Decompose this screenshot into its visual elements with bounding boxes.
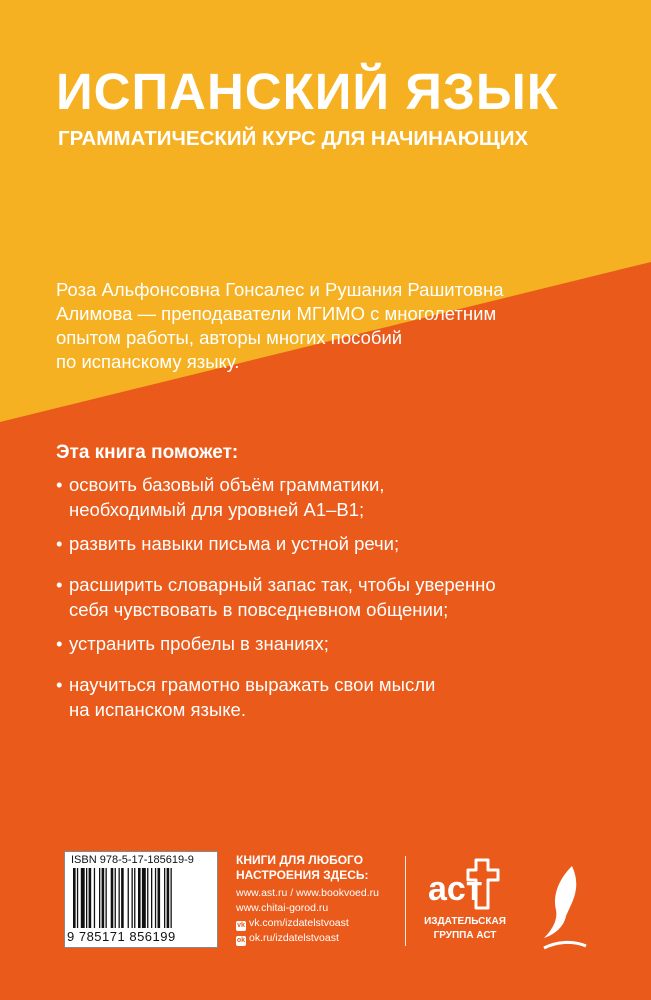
feather-logo-icon (542, 864, 588, 950)
promo-links (236, 886, 379, 946)
publisher-name: ИЗДАТЕЛЬСКАЯ ГРУППА АСТ (424, 916, 506, 941)
authors-name-bold: Алимова (56, 303, 133, 324)
book-title: ИСПАНСКИЙ ЯЗЫК (56, 63, 559, 120)
logo-text: аст (428, 870, 483, 908)
bullet-icon: • (56, 533, 63, 554)
list-item: • освоить базовый объём грамматики, необходимый для уровней А1–В1; (56, 474, 385, 520)
link-chitai-gorod[interactable]: www.chitai-gorod.ru (236, 902, 329, 914)
divider (405, 856, 406, 946)
help-heading: Эта книга поможет: (56, 442, 239, 463)
ast-logo-icon (420, 856, 510, 914)
isbn-number: ISBN 978-5-17-185619-9 (71, 854, 194, 866)
barcode-bars-icon (71, 868, 211, 928)
link-shops[interactable]: www.ast.ru / www.bookvoed.ru (236, 887, 379, 899)
link-ok[interactable]: ok ok.ru/izdatelstvoast (236, 932, 339, 944)
authors-blurb (56, 278, 556, 374)
authors-line-3: опытом работы, авторы многих пособий (56, 327, 403, 348)
ok-icon: ok (236, 937, 246, 944)
promo-heading: КНИГИ ДЛЯ ЛЮБОГО НАСТРОЕНИЯ ЗДЕСЬ: (236, 853, 369, 882)
bullet-icon: • (56, 633, 63, 654)
ean-number: 9 785171 856199 (67, 929, 176, 944)
authors-line-2 (56, 302, 556, 326)
barcode (64, 851, 218, 948)
bullet-icon: • (56, 574, 63, 595)
list-item: • устранить пробелы в знаниях; (56, 633, 329, 654)
list-item: • научиться грамотно выражать свои мысли на испанском языке. (56, 674, 436, 720)
authors-text: — преподаватели МГИМО с многолетним (132, 303, 497, 324)
authors-line-4: по испанскому языку. (56, 351, 240, 372)
link-vk[interactable]: vk vk.com/izdatelstvoast (237, 917, 349, 929)
authors-line-1: Роза Альфонсовна Гонсалес и Рушания Рашитовна (56, 279, 504, 300)
list-item: • развить навыки письма и устной речи; (56, 533, 400, 554)
help-list (56, 472, 576, 722)
book-subtitle: ГРАММАТИЧЕСКИЙ КУРС ДЛЯ НАЧИНАЮЩИХ (58, 127, 529, 150)
list-item: • расширить словарный запас так, чтобы уверенно себя чувствовать в повседневном общении; (56, 574, 496, 620)
bullet-icon: • (56, 474, 63, 495)
vk-icon: vk (237, 922, 245, 929)
bullet-icon: • (56, 674, 63, 695)
